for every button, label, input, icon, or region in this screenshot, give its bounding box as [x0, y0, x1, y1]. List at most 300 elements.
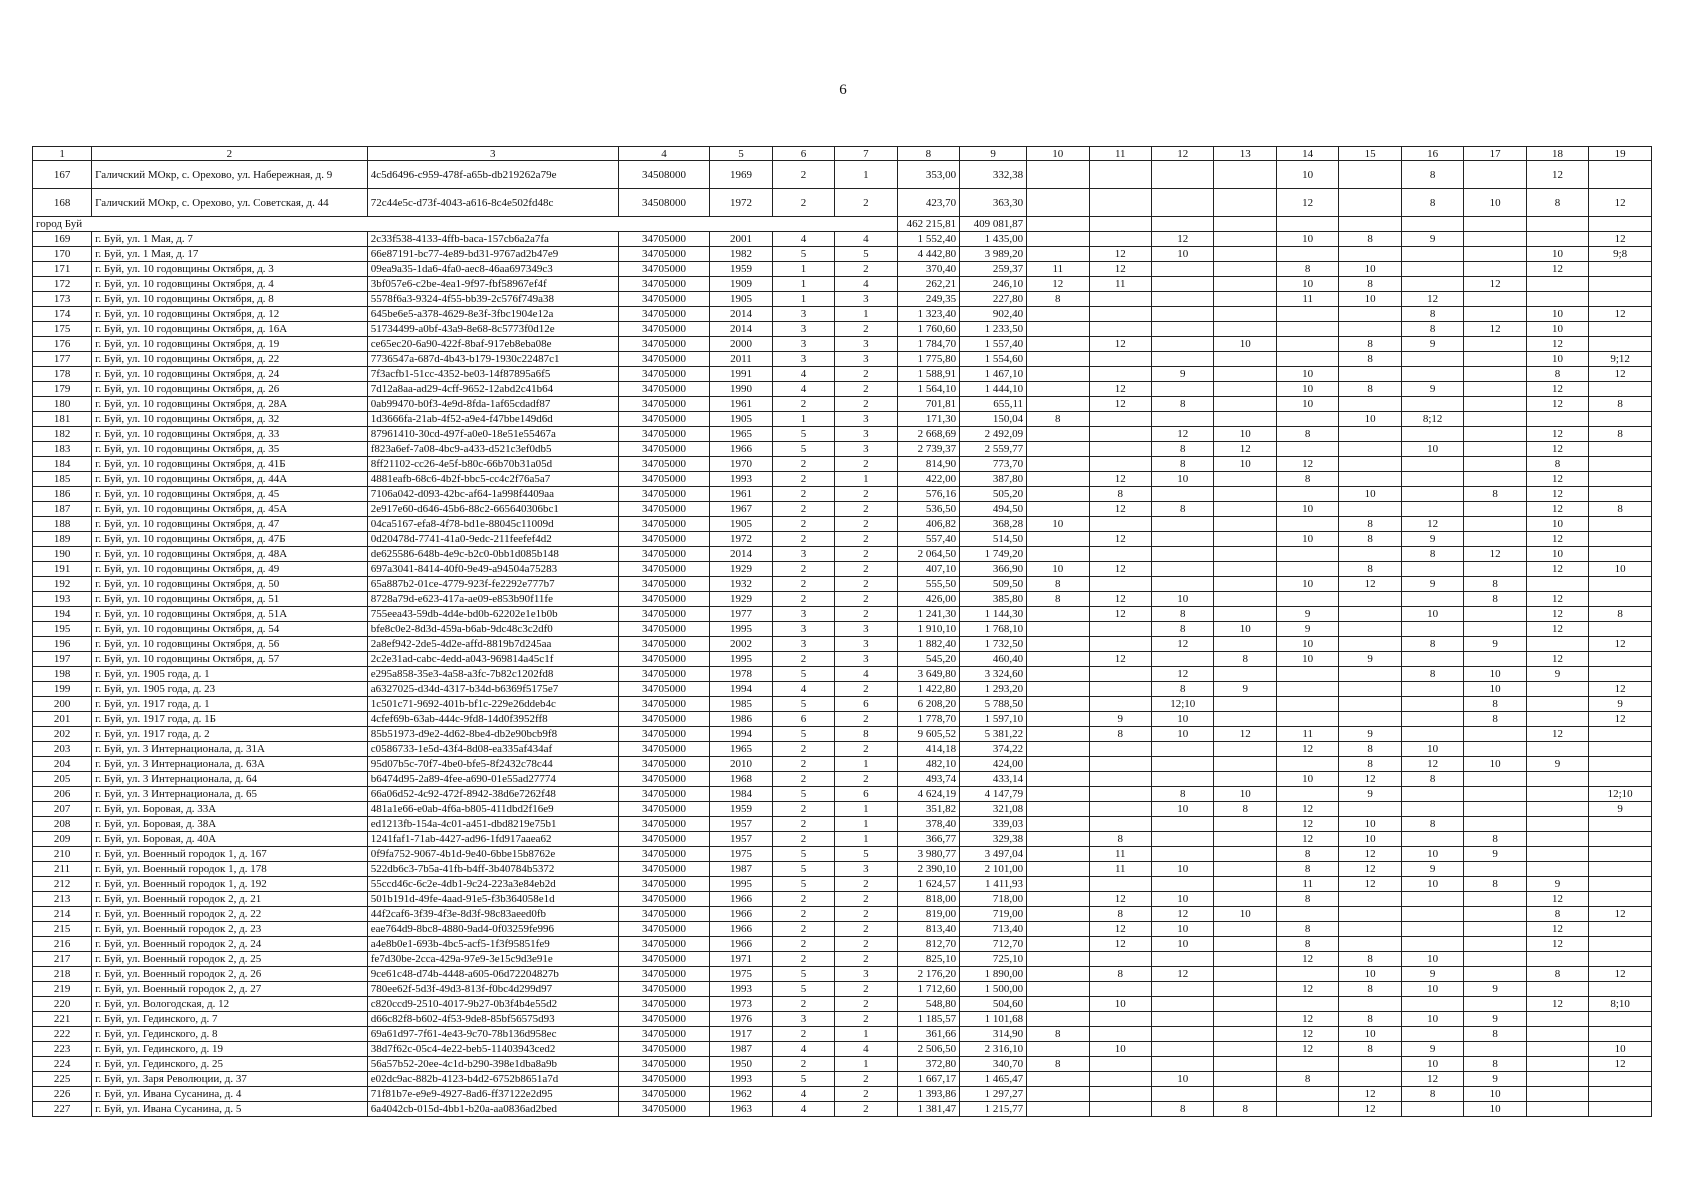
table-cell: 9;8 [1589, 247, 1652, 262]
table-cell: 190 [33, 547, 92, 562]
table-cell [1589, 382, 1652, 397]
table-cell: 4 [772, 1042, 834, 1057]
table-cell: 1 422,80 [897, 682, 959, 697]
table-cell [1526, 772, 1588, 787]
table-cell: 4 147,79 [960, 787, 1027, 802]
table-cell: e295a858-35e3-4a58-a3fc-7b82c1202fd8 [367, 667, 618, 682]
table-cell: 8 [1589, 427, 1652, 442]
table-cell [1464, 502, 1526, 517]
table-cell: 10 [1152, 472, 1214, 487]
table-cell: 198 [33, 667, 92, 682]
table-cell: 8728a79d-e623-417a-ae09-e853b90f11fe [367, 592, 618, 607]
table-cell [1464, 457, 1526, 472]
table-cell [1526, 697, 1588, 712]
table-cell: 2 506,50 [897, 1042, 959, 1057]
table-row [33, 1057, 1652, 1072]
table-cell: г. Буй, ул. Военный городок 2, д. 24 [92, 937, 368, 952]
table-cell: 10 [1339, 292, 1401, 307]
table-cell: 10 [1339, 1027, 1401, 1042]
table-cell: 12 [1089, 532, 1151, 547]
table-cell: 9 [1401, 532, 1463, 547]
table-cell [1589, 862, 1652, 877]
table-cell [1401, 802, 1463, 817]
table-cell: 9;12 [1589, 352, 1652, 367]
table-cell: 780ee62f-5d3f-49d3-813f-f0bc4d299d97 [367, 982, 618, 997]
table-cell: 5578f6a3-9324-4f55-bb39-2c576f749a38 [367, 292, 618, 307]
table-cell: 34705000 [618, 457, 709, 472]
table-cell: 655,11 [960, 397, 1027, 412]
table-cell: 1969 [710, 161, 772, 189]
table-cell: 204 [33, 757, 92, 772]
table-cell [1589, 412, 1652, 427]
table-cell: 1 500,00 [960, 982, 1027, 997]
table-cell: 1 760,60 [897, 322, 959, 337]
table-cell: 10 [1339, 487, 1401, 502]
table-cell: 9 [1401, 577, 1463, 592]
table-cell: 2 [835, 907, 897, 922]
table-cell: 9 [1526, 757, 1588, 772]
table-cell: 2 492,09 [960, 427, 1027, 442]
table-cell [1401, 262, 1463, 277]
table-cell [1276, 667, 1338, 682]
table-cell: 3 [835, 427, 897, 442]
table-cell [1027, 802, 1089, 817]
table-cell: 10 [1276, 772, 1338, 787]
table-cell: 12 [1089, 262, 1151, 277]
table-cell [1464, 292, 1526, 307]
table-cell: 55ccd46c-6c2e-4db1-9c24-223a3e84eb2d [367, 877, 618, 892]
table-cell: 5 [772, 982, 834, 997]
table-cell: 426,00 [897, 592, 959, 607]
table-cell [1089, 757, 1151, 772]
empty-cell [1526, 217, 1588, 232]
table-cell: 3 [835, 337, 897, 352]
table-cell: 1 882,40 [897, 637, 959, 652]
table-cell [1152, 817, 1214, 832]
table-cell: 12;10 [1152, 697, 1214, 712]
table-cell: 1d3666fa-21ab-4f52-a9e4-f47bbe149d6d [367, 412, 618, 427]
table-cell [1339, 502, 1401, 517]
table-row [33, 1027, 1652, 1042]
table-cell: 34705000 [618, 307, 709, 322]
table-cell: 10 [1276, 502, 1338, 517]
table-cell: 10 [1589, 562, 1652, 577]
table-cell [1027, 727, 1089, 742]
table-cell: 2 [772, 772, 834, 787]
table-cell: г. Буй, ул. 10 годовщины Октября, д. 49 [92, 562, 368, 577]
table-cell: 8 [1339, 982, 1401, 997]
table-cell: 2 [835, 712, 897, 727]
table-cell: 8 [1152, 682, 1214, 697]
table-cell: 34705000 [618, 907, 709, 922]
table-cell [1027, 1102, 1089, 1117]
table-cell: 2 [772, 742, 834, 757]
table-cell: 3 [772, 1012, 834, 1027]
table-cell: 219 [33, 982, 92, 997]
table-cell [1464, 517, 1526, 532]
table-cell: г. Буй, ул. 10 годовщины Октября, д. 47 [92, 517, 368, 532]
table-cell: 34705000 [618, 397, 709, 412]
table-cell: 813,40 [897, 922, 959, 937]
table-cell: 34705000 [618, 262, 709, 277]
table-cell [1152, 1042, 1214, 1057]
table-cell: 1932 [710, 577, 772, 592]
table-cell: 10 [1214, 457, 1276, 472]
table-cell: 12 [1589, 907, 1652, 922]
table-cell: 719,00 [960, 907, 1027, 922]
table-cell: 5 [772, 967, 834, 982]
table-cell: 71f81b7e-e9e9-4927-8ad6-ff37122e2d95 [367, 1087, 618, 1102]
table-cell: 1 784,70 [897, 337, 959, 352]
table-cell [1526, 1027, 1588, 1042]
table-cell [1152, 757, 1214, 772]
table-cell: 0f9fa752-9067-4b1d-9e40-6bbe15b8762e [367, 847, 618, 862]
table-cell: 191 [33, 562, 92, 577]
table-cell: 4 [772, 1087, 834, 1102]
table-cell: 1 910,10 [897, 622, 959, 637]
table-cell [1089, 352, 1151, 367]
table-cell [1464, 967, 1526, 982]
table-cell: 12 [1339, 847, 1401, 862]
table-cell: г. Буй, ул. Военный городок 1, д. 178 [92, 862, 368, 877]
table-cell: г. Буй, ул. Ивана Сусанина, д. 5 [92, 1102, 368, 1117]
table-cell: 1968 [710, 772, 772, 787]
table-cell [1339, 637, 1401, 652]
table-cell: 9 [1401, 232, 1463, 247]
table-cell [1276, 997, 1338, 1012]
table-cell: 34705000 [618, 847, 709, 862]
table-cell [1526, 232, 1588, 247]
table-cell [1464, 442, 1526, 457]
table-cell: bfe8c0e2-8d3d-459a-b6ab-9dc48c3c2df0 [367, 622, 618, 637]
table-body [33, 147, 1652, 1117]
table-cell [1464, 532, 1526, 547]
table-cell: 1950 [710, 1057, 772, 1072]
table-cell [1027, 397, 1089, 412]
table-cell: 9 [1464, 982, 1526, 997]
table-cell: 34705000 [618, 232, 709, 247]
table-cell [1276, 442, 1338, 457]
table-cell: 12 [1152, 667, 1214, 682]
table-cell [1464, 907, 1526, 922]
table-cell: 10 [1401, 877, 1463, 892]
table-cell [1401, 622, 1463, 637]
table-cell: 10 [1589, 1042, 1652, 1057]
table-cell: 363,30 [960, 189, 1027, 217]
table-cell: 174 [33, 307, 92, 322]
table-cell: 12 [1526, 487, 1588, 502]
table-cell [1152, 742, 1214, 757]
table-cell: 72c44e5c-d73f-4043-a616-8c4e502fd48c [367, 189, 618, 217]
table-cell: 1972 [710, 189, 772, 217]
table-cell [1214, 817, 1276, 832]
empty-cell [1276, 217, 1338, 232]
table-cell: 12 [1276, 982, 1338, 997]
table-cell: 34705000 [618, 592, 709, 607]
table-cell [1401, 472, 1463, 487]
table-cell: e02dc9ac-882b-4123-b4d2-6752b8651a7d [367, 1072, 618, 1087]
table-cell: 34705000 [618, 922, 709, 937]
table-cell [1214, 397, 1276, 412]
column-number-cell: 15 [1339, 147, 1401, 161]
table-cell: 8 [835, 727, 897, 742]
table-cell [1464, 382, 1526, 397]
table-cell [1589, 547, 1652, 562]
table-cell [1526, 1057, 1588, 1072]
table-cell: 8 [1276, 1072, 1338, 1087]
table-cell: 207 [33, 802, 92, 817]
table-cell: 10 [1339, 967, 1401, 982]
table-cell: 201 [33, 712, 92, 727]
table-cell: 2 739,37 [897, 442, 959, 457]
table-cell [1214, 562, 1276, 577]
table-row [33, 922, 1652, 937]
table-cell: 259,37 [960, 262, 1027, 277]
table-cell: 12 [1276, 1012, 1338, 1027]
table-cell [1152, 189, 1214, 217]
table-cell [1027, 457, 1089, 472]
table-cell [1589, 161, 1652, 189]
table-cell: 2 [835, 532, 897, 547]
table-cell [1464, 307, 1526, 322]
table-cell: 11 [1089, 277, 1151, 292]
table-cell [1464, 622, 1526, 637]
empty-cell [1089, 217, 1151, 232]
table-row [33, 952, 1652, 967]
table-cell: eae764d9-8bc8-4880-9ad4-0f03259fe996 [367, 922, 618, 937]
table-cell: 8 [1464, 487, 1526, 502]
table-cell [1401, 682, 1463, 697]
table-cell: 2014 [710, 547, 772, 562]
column-number-cell: 17 [1464, 147, 1526, 161]
table-cell [1214, 1042, 1276, 1057]
table-cell [1089, 952, 1151, 967]
table-cell: 34705000 [618, 442, 709, 457]
table-cell [1027, 817, 1089, 832]
table-cell: 95d07b5c-70f7-4be0-bfe5-8f2432c78c44 [367, 757, 618, 772]
table-cell: 2 [835, 592, 897, 607]
table-cell: 2 [772, 937, 834, 952]
table-cell: 10 [1276, 652, 1338, 667]
table-cell [1464, 652, 1526, 667]
table-cell [1339, 802, 1401, 817]
table-cell: 34705000 [618, 727, 709, 742]
table-cell: г. Буй, ул. Военный городок 2, д. 23 [92, 922, 368, 937]
table-cell: 366,90 [960, 562, 1027, 577]
table-cell: 150,04 [960, 412, 1027, 427]
table-cell: 10 [1276, 161, 1338, 189]
table-cell: г. Буй, ул. Гединского, д. 19 [92, 1042, 368, 1057]
column-number-cell: 14 [1276, 147, 1338, 161]
table-cell [1089, 367, 1151, 382]
table-cell [1214, 502, 1276, 517]
table-cell: 4 [772, 232, 834, 247]
table-cell: 10 [1526, 517, 1588, 532]
table-cell: 2 [772, 1057, 834, 1072]
table-cell: 8 [1152, 442, 1214, 457]
table-cell [1089, 457, 1151, 472]
column-number-cell: 11 [1089, 147, 1151, 161]
table-cell: 12 [1214, 727, 1276, 742]
table-cell: 718,00 [960, 892, 1027, 907]
table-cell: 9 [1339, 787, 1401, 802]
table-cell [1464, 952, 1526, 967]
table-cell: 34705000 [618, 862, 709, 877]
table-cell: 12;10 [1589, 787, 1652, 802]
table-cell: 34508000 [618, 161, 709, 189]
table-cell: 424,00 [960, 757, 1027, 772]
table-cell [1152, 487, 1214, 502]
table-cell [1401, 652, 1463, 667]
table-cell: 215 [33, 922, 92, 937]
table-cell: 8 [1027, 592, 1089, 607]
table-cell: c820ccd9-2510-4017-9b27-0b3f4b4e55d2 [367, 997, 618, 1012]
group-row [33, 217, 1652, 232]
table-cell: 34705000 [618, 997, 709, 1012]
table-cell: 2 [835, 517, 897, 532]
table-cell [1589, 337, 1652, 352]
table-cell [1089, 622, 1151, 637]
table-cell: 12 [1276, 1027, 1338, 1042]
table-cell: 353,00 [897, 161, 959, 189]
table-cell [1464, 161, 1526, 189]
table-cell [1526, 817, 1588, 832]
table-cell: 34705000 [618, 742, 709, 757]
table-cell: 2 [772, 189, 834, 217]
table-cell [1089, 742, 1151, 757]
table-cell [1589, 727, 1652, 742]
table-cell: 12 [1526, 502, 1588, 517]
table-cell [1276, 412, 1338, 427]
table-cell: 1 564,10 [897, 382, 959, 397]
table-cell: 188 [33, 517, 92, 532]
table-cell: 1972 [710, 532, 772, 547]
table-cell [1401, 562, 1463, 577]
table-cell: 0d20478d-7741-41a0-9edc-211feefef4d2 [367, 532, 618, 547]
table-cell: 12 [1089, 502, 1151, 517]
table-cell: 8 [1276, 427, 1338, 442]
table-cell: 8 [1027, 292, 1089, 307]
table-row [33, 577, 1652, 592]
table-cell [1152, 577, 1214, 592]
table-cell [1152, 161, 1214, 189]
table-cell [1027, 307, 1089, 322]
table-cell [1027, 622, 1089, 637]
table-cell: 1987 [710, 1042, 772, 1057]
table-cell: 812,70 [897, 937, 959, 952]
table-cell [1027, 502, 1089, 517]
table-cell: 366,77 [897, 832, 959, 847]
table-cell: 1975 [710, 847, 772, 862]
table-cell [1526, 637, 1588, 652]
table-cell [1027, 922, 1089, 937]
table-cell: 481a1e66-e0ab-4f6a-b805-411dbd2f16e9 [367, 802, 618, 817]
table-cell: 34705000 [618, 1042, 709, 1057]
table-cell [1089, 189, 1151, 217]
table-cell: 1 293,20 [960, 682, 1027, 697]
table-cell: 1 411,93 [960, 877, 1027, 892]
table-cell [1464, 412, 1526, 427]
table-cell: 2 [835, 457, 897, 472]
table-cell [1027, 442, 1089, 457]
table-cell [1589, 832, 1652, 847]
table-cell [1589, 757, 1652, 772]
table-cell [1027, 532, 1089, 547]
table-cell [1401, 397, 1463, 412]
table-cell: 2 [772, 922, 834, 937]
table-cell: 2e917e60-d646-45b6-88c2-665640306bc1 [367, 502, 618, 517]
table-cell: 34705000 [618, 1102, 709, 1117]
table-cell: 10 [1401, 1057, 1463, 1072]
table-cell [1526, 1102, 1588, 1117]
table-cell: 34705000 [618, 697, 709, 712]
table-row [33, 832, 1652, 847]
table-cell [1464, 1042, 1526, 1057]
table-cell: 9 [1401, 967, 1463, 982]
table-cell [1589, 322, 1652, 337]
table-row [33, 757, 1652, 772]
column-number-cell: 5 [710, 147, 772, 161]
table-cell: 69a61d97-7f61-4e43-9c70-78b136d958ec [367, 1027, 618, 1042]
table-cell: 12 [1526, 397, 1588, 412]
table-cell: г. Буй, ул. 1 Мая, д. 17 [92, 247, 368, 262]
table-cell: 168 [33, 189, 92, 217]
table-cell: 9 [1214, 682, 1276, 697]
table-cell: 10 [1464, 1087, 1526, 1102]
table-cell [1464, 787, 1526, 802]
table-cell: 34705000 [618, 577, 709, 592]
table-cell: 10 [1027, 517, 1089, 532]
table-cell: 9 [1464, 637, 1526, 652]
table-cell: 10 [1276, 277, 1338, 292]
table-cell [1089, 667, 1151, 682]
table-cell: 1995 [710, 622, 772, 637]
table-cell [1214, 262, 1276, 277]
table-cell: 10 [1276, 532, 1338, 547]
table-cell: 1 [835, 757, 897, 772]
table-cell [1276, 562, 1338, 577]
table-cell: 1 557,40 [960, 337, 1027, 352]
table-cell [1214, 937, 1276, 952]
table-cell: 224 [33, 1057, 92, 1072]
table-cell [1027, 1042, 1089, 1057]
table-cell: 8 [1339, 517, 1401, 532]
table-cell: 12 [1526, 937, 1588, 952]
table-cell [1027, 337, 1089, 352]
table-cell: 34705000 [618, 517, 709, 532]
table-cell: 557,40 [897, 532, 959, 547]
table-cell: 2 559,77 [960, 442, 1027, 457]
table-cell: 2014 [710, 322, 772, 337]
table-cell: 1 667,17 [897, 1072, 959, 1087]
table-cell: 34705000 [618, 502, 709, 517]
table-row [33, 847, 1652, 862]
table-cell: 2011 [710, 352, 772, 367]
table-cell: 180 [33, 397, 92, 412]
table-cell: 249,35 [897, 292, 959, 307]
table-cell: 197 [33, 652, 92, 667]
table-cell [1589, 652, 1652, 667]
table-cell: 8 [1152, 502, 1214, 517]
table-cell [1401, 937, 1463, 952]
table-cell: 3 989,20 [960, 247, 1027, 262]
table-cell: 34705000 [618, 682, 709, 697]
empty-cell [1464, 217, 1526, 232]
table-cell: 184 [33, 457, 92, 472]
table-cell [1027, 652, 1089, 667]
table-cell [1401, 502, 1463, 517]
table-cell [1089, 877, 1151, 892]
